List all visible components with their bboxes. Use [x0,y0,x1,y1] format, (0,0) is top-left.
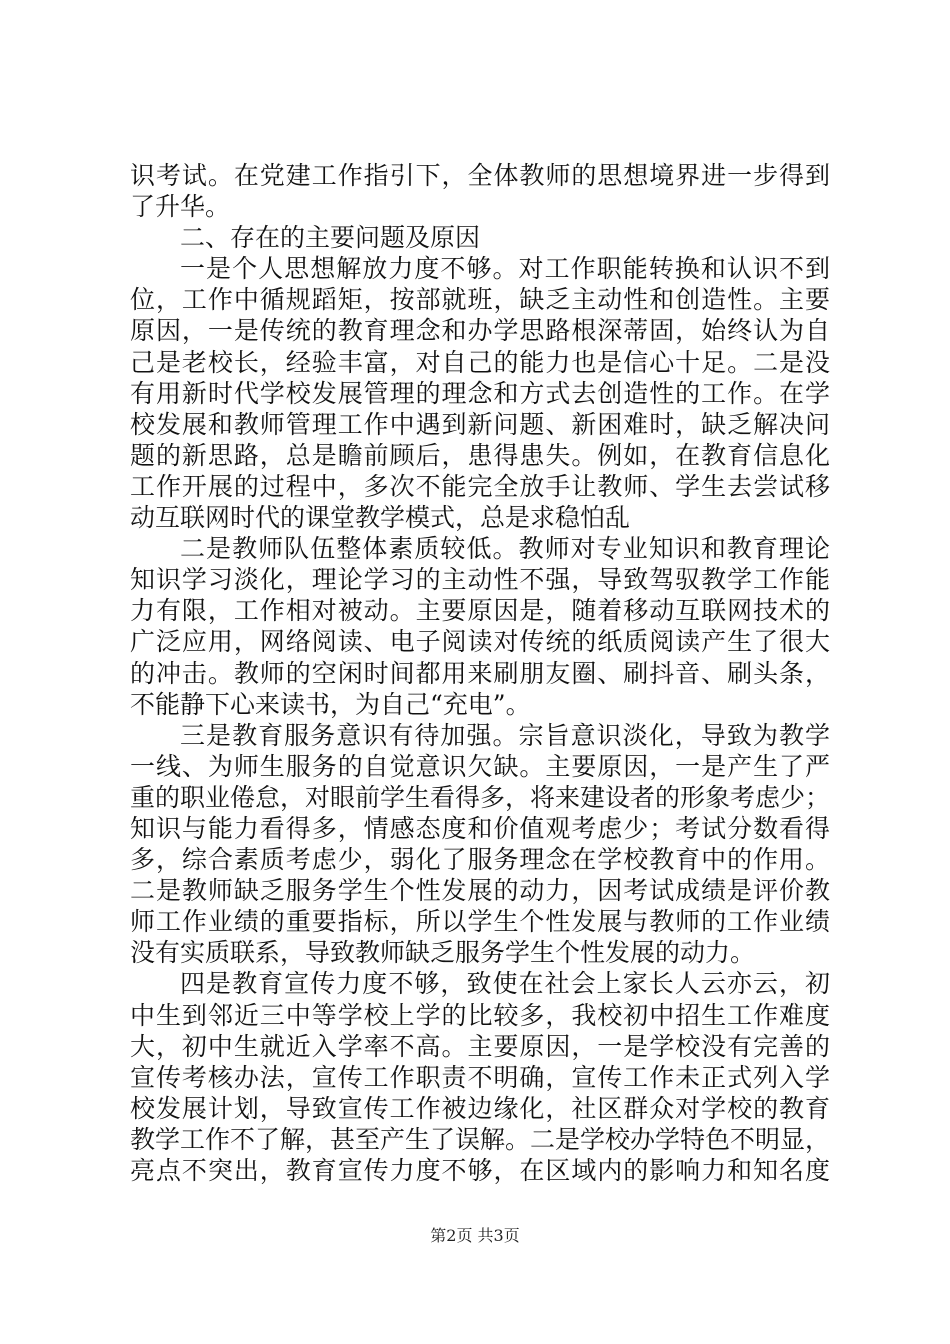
text-line: 广泛应用，网络阅读、电子阅读对传统的纸质阅读产生了很大 [130,627,830,657]
text-line: 一线、为师生服务的自觉意识欠缺。主要原因，一是产生了严 [130,751,830,781]
text-line: 原因，一是传统的教育理念和办学思路根深蒂固，始终认为自 [130,316,830,346]
text-line: 大，初中生就近入学率不高。主要原因，一是学校没有完善的 [130,1031,830,1061]
text-line: 校发展和教师管理工作中遇到新问题、新困难时，缺乏解决问 [130,409,830,439]
page-footer: 第2页 共3页 [430,1226,520,1245]
text-line: 中生到邻近三中等学校上学的比较多，我校初中招生工作难度 [130,1000,830,1030]
text-line: 不能静下心来读书，为自己“充电”。 [130,689,531,719]
text-line: 力有限，工作相对被动。主要原因是，随着移动互联网技术的 [130,596,830,626]
text-line: 没有实质联系，导致教师缺乏服务学生个性发展的动力。 [130,938,756,968]
text-line: 位，工作中循规蹈矩，按部就班，缺乏主动性和创造性。主要 [130,285,830,315]
text-line: 了升华。 [130,192,231,222]
text-line: 识考试。在党建工作指引下，全体教师的思想境界进一步得到 [130,161,830,190]
text-line: 动互联网时代的课堂教学模式，总是求稳怕乱 [130,503,631,533]
text-line: 题的新思路，总是瞻前顾后，患得患失。例如，在教育信息化 [130,440,830,470]
text-line: 二是教师缺乏服务学生个性发展的动力，因考试成绩是评价教 [130,876,830,906]
text-line: 己是老校长，经验丰富，对自己的能力也是信心十足。二是没 [130,347,830,377]
section-heading: 二、存在的主要问题及原因 [180,223,481,253]
text-line: 工作开展的过程中，多次不能完全放手让教师、学生去尝试移 [130,471,830,501]
document-body [130,160,830,1186]
text-line: 宣传考核办法，宣传工作职责不明确，宣传工作未正式列入学 [130,1062,830,1092]
text-line: 三是教育服务意识有待加强。宗旨意识淡化，导致为教学 [180,720,830,750]
text-line: 有用新时代学校发展管理的理念和方式去创造性的工作。在学 [130,378,830,408]
text-line: 二是教师队伍整体素质较低。教师对专业知识和教育理论 [180,534,830,564]
text-line: 师工作业绩的重要指标，所以学生个性发展与教师的工作业绩 [130,907,830,937]
text-line: 知识与能力看得多，情感态度和价值观考虑少；考试分数看得 [130,813,830,843]
text-line: 知识学习淡化，理论学习的主动性不强，导致驾驭教学工作能 [130,565,830,595]
text-line: 四是教育宣传力度不够，致使在社会上家长人云亦云，初 [180,969,830,999]
text-line: 重的职业倦怠，对眼前学生看得多，将来建设者的形象考虑少； [130,782,830,812]
text-line: 教学工作不了解，甚至产生了误解。二是学校办学特色不明显， [130,1124,830,1154]
text-line: 一是个人思想解放力度不够。对工作职能转换和认识不到 [180,254,830,284]
text-line: 的冲击。教师的空闲时间都用来刷朋友圈、刷抖音、刷头条， [130,658,830,688]
text-line: 校发展计划，导致宣传工作被边缘化，社区群众对学校的教育 [130,1093,830,1123]
text-line: 亮点不突出，教育宣传力度不够，在区域内的影响力和知名度 [130,1156,830,1185]
text-line: 多，综合素质考虑少，弱化了服务理念在学校教育中的作用。 [130,845,830,875]
